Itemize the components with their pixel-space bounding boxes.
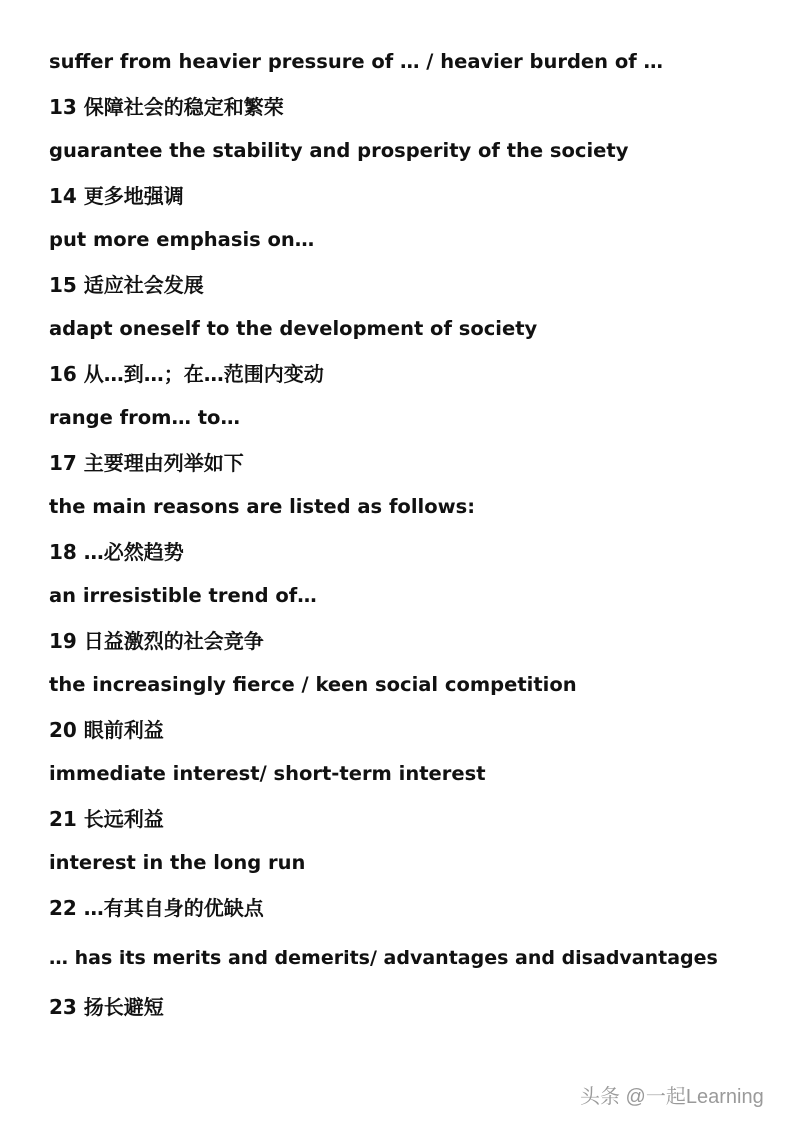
phrase-chinese: 18 …必然趋势: [49, 540, 184, 564]
phrase-chinese: 13 保障社会的稳定和繁荣: [49, 95, 284, 119]
phrase-english: range from… to…: [49, 406, 240, 429]
phrase-chinese: 22 …有其自身的优缺点: [49, 896, 264, 920]
phrase-english: the increasingly fierce / keen social competition: [49, 673, 577, 696]
phrase-english: immediate interest/ short-term interest: [49, 762, 486, 785]
phrase-chinese: 16 从…到…；在…范围内变动: [49, 362, 324, 386]
phrase-chinese: 23 扬长避短: [49, 995, 164, 1019]
phrase-chinese: 17 主要理由列举如下: [49, 451, 244, 475]
phrase-english: an irresistible trend of…: [49, 584, 317, 607]
phrase-chinese: 19 日益激烈的社会竞争: [49, 629, 264, 653]
phrase-english: adapt oneself to the development of society: [49, 317, 538, 340]
phrase-chinese: 15 适应社会发展: [49, 273, 204, 297]
phrase-english: the main reasons are listed as follows:: [49, 495, 476, 518]
phrase-chinese: 21 长远利益: [49, 807, 164, 831]
phrase-english: interest in the long run: [49, 851, 306, 874]
phrase-english: guarantee the stability and prosperity of the society: [49, 139, 629, 162]
phrase-english: … has its merits and demerits/ advantages and disadvantages: [49, 947, 718, 969]
phrase-english: put more emphasis on…: [49, 228, 315, 251]
phrase-chinese: 20 眼前利益: [49, 718, 164, 742]
watermark-text: 头条 @一起Learning: [580, 1086, 764, 1108]
phrase-chinese: 14 更多地强调: [49, 184, 184, 208]
phrase-english: suffer from heavier pressure of … / heavier burden of …: [49, 50, 663, 73]
